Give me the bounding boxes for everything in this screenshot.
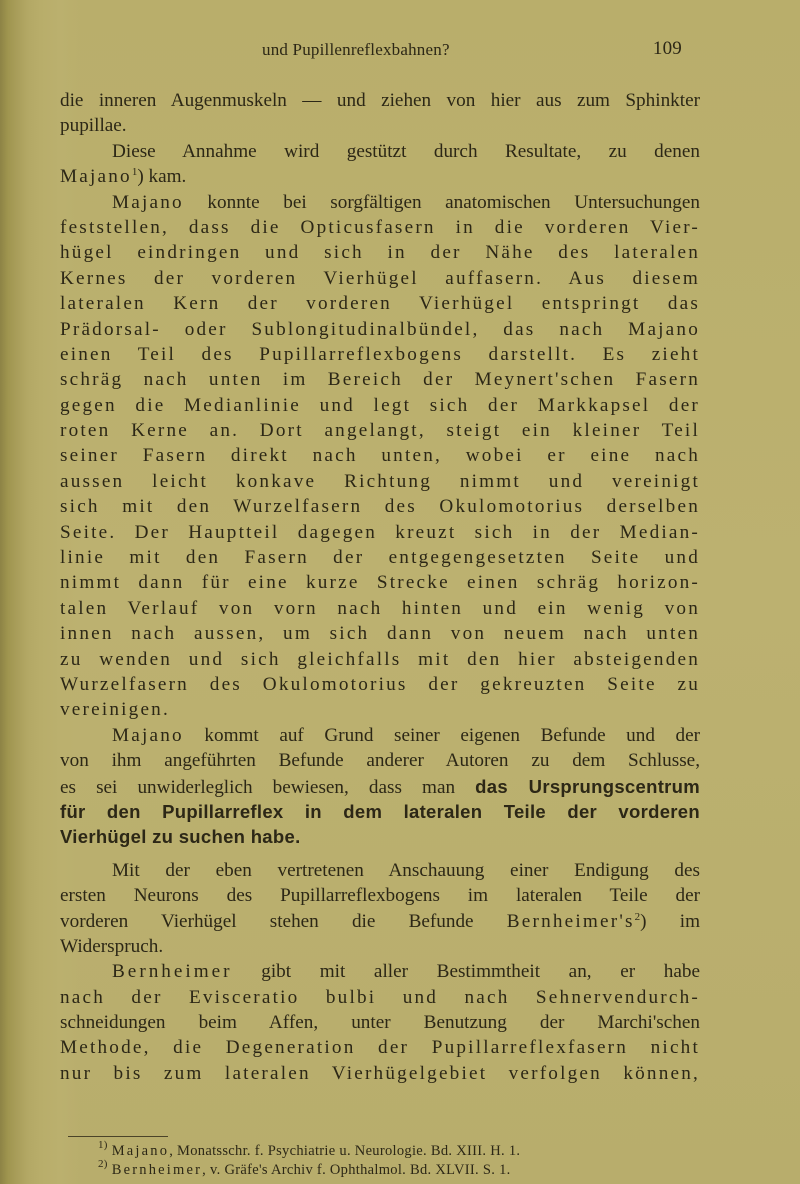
text-line: Majano$^1$) kam. (60, 166, 187, 188)
text-line: sich mit den Wurzelfasern des Okulomotorius derselben (60, 496, 700, 518)
text-line: innen nach aussen, um sich dann von neuem nach unten (60, 623, 700, 645)
text-line: es sei unwiderleglich bewiesen, dass man das Ursprungscentrum (60, 775, 701, 798)
text-line: lateralen Kern der vorderen Vierhügel entspringt das (60, 293, 700, 315)
footnote (98, 1139, 698, 1161)
footnote-text: , Monatsschr. f. Psychiatrie u. Neurologie. Bd. XIII. H. 1. (169, 1143, 521, 1159)
text-line: die inneren Augenmuskeln — und ziehen von hier aus zum Sphinkter (60, 90, 700, 111)
text-line: talen Verlauf von vorn nach hinten und ein wenig von (60, 597, 700, 619)
text-line: schneidungen beim Affen, unter Benutzung der Marchi'schen (60, 1012, 700, 1034)
text-line: zu wenden und sich gleichfalls mit den hier absteigenden (60, 648, 700, 670)
paragraph-start: Diese Annahme wird gestützt durch Resultate, zu denen (112, 140, 700, 162)
text-line: Prädorsal- oder Sublongitudinalbündel, das nach Majano (60, 318, 700, 340)
author-name: Majano (112, 191, 184, 213)
footnote-text: , v. Gräfe's Archiv f. Ophthalmol. Bd. XLVII. S. 1. (202, 1162, 511, 1178)
text-line: pupillae. (60, 115, 127, 137)
text-line: ersten Neurons des Pupillarreflexbogens im lateralen Teile der (60, 885, 700, 907)
author-name: Bernheimer (112, 961, 233, 983)
text-line: vereinigen. (60, 699, 170, 721)
text-line: roten Kerne an. Dort angelangt, steigt ein kleiner Teil (60, 420, 700, 442)
text-line: einen Teil des Pupillarreflexbogens darstellt. Es zieht (60, 343, 700, 365)
text-line: aussen leicht konkave Richtung nimmt und vereinigt (60, 470, 700, 492)
text-line: nach der Evisceratio bulbi und nach Sehnervendurch- (60, 986, 700, 1008)
text-line: linie mit den Fasern der entgegengesetzten Seite und (60, 547, 700, 569)
footnote-author: Majano (111, 1143, 170, 1159)
footnotes (98, 1139, 698, 1180)
footnote-author: Bernheimer (111, 1162, 203, 1178)
page-number: 109 (652, 38, 682, 59)
paragraph-start: Bernheimer gibt mit aller Bestimmtheit an, er habe (112, 961, 700, 983)
author-name: Majano (112, 724, 184, 746)
text-line: Wurzelfasern des Okulomotorius der gekreuzten Seite zu (60, 673, 700, 695)
text-line: gegen die Medianlinie und legt sich der Markkapsel der (60, 394, 700, 416)
text-line: hügel eindringen und sich in der Nähe des lateralen (60, 242, 700, 264)
text-line: nimmt dann für eine kurze Strecke einen schräg horizon- (60, 572, 700, 594)
author-name: Bernheimer's (506, 910, 635, 932)
footnote-mark: 2) (98, 1158, 108, 1170)
footnote-mark: 1) (98, 1139, 108, 1151)
running-header (262, 38, 682, 62)
author-name: Majano (60, 166, 132, 188)
text-line: seiner Fasern direkt nach unten, wobei er eine nach (60, 445, 700, 467)
emphasis-text: das Ursprungscentrum (475, 775, 701, 797)
emphasis-line: für den Pupillarreflex in dem lateralen Teile der vorderen (60, 800, 700, 822)
text-line: Widerspruch. (60, 935, 164, 957)
paragraph-start: Majano konnte bei sorgfältigen anatomischen Untersuchungen (112, 191, 700, 213)
text-line: vorderen Vierhügel stehen die Befunde $Bernheimer's^2$) im (60, 910, 701, 932)
body-text (60, 88, 700, 1086)
footnote (98, 1158, 698, 1180)
text-line: feststellen, dass die Opticusfasern in die vorderen Vier- (60, 216, 700, 238)
text-line: von ihm angeführten Befunde anderer Autoren zu dem Schlusse, (60, 750, 700, 772)
paragraph-start: Majano kommt auf Grund seiner eigenen Befunde und der (112, 724, 701, 746)
text-line: nur bis zum lateralen Vierhügelgebiet verfolgen können, (60, 1062, 700, 1084)
text-line: Kernes der vorderen Vierhügel auffasern. Aus diesem (60, 267, 700, 289)
footnote-divider (68, 1136, 168, 1137)
running-title: und Pupillenreflexbahnen? (262, 40, 450, 59)
footnote-ref: 2 (634, 910, 641, 923)
emphasis-line: Vierhügel zu suchen habe. (60, 826, 301, 848)
footnote-ref: 1 (131, 166, 138, 179)
text-line: schräg nach unten im Bereich der Meynert'schen Fasern (60, 369, 700, 391)
text-line: Methode, die Degeneration der Pupillarreflexfasern nicht (60, 1037, 700, 1059)
paragraph-start: Mit der eben vertretenen Anschauung einer Endigung des (112, 859, 700, 881)
text-line: Seite. Der Hauptteil dagegen kreuzt sich in der Median- (60, 521, 700, 543)
